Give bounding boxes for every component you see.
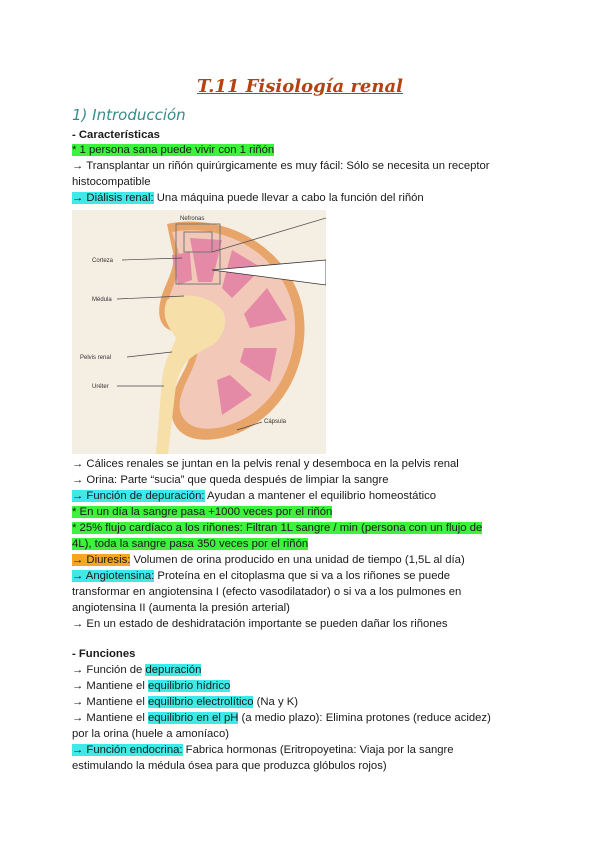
text-span: Fabrica hormonas (Eritropoyetina: Viaja por la sangre bbox=[182, 744, 454, 756]
text-line bbox=[72, 742, 532, 758]
highlight-cyan: equilibrio en el pH bbox=[147, 712, 239, 724]
text-line: → Cálices renales se juntan en la pelvis renal y desemboca en la pelvis renal bbox=[72, 458, 459, 470]
highlight-cyan: depuración bbox=[145, 664, 202, 676]
label-corteza: Corteza bbox=[92, 258, 114, 264]
text-line: histocompatible bbox=[72, 176, 151, 188]
text-line bbox=[72, 504, 532, 520]
text-span: → Mantiene el bbox=[72, 680, 148, 692]
text-line: transformar en angiotensina I (efecto vasodilatador) o si va a los pulmones en bbox=[72, 586, 462, 598]
highlight-cyan: → Función de depuración: bbox=[72, 490, 205, 502]
highlight-cyan: → Diálisis renal: bbox=[72, 192, 154, 204]
section-heading: 1) Introducción bbox=[72, 106, 186, 124]
text-line bbox=[72, 710, 532, 726]
highlight-green: * 1 persona sana puede vivir con 1 riñón bbox=[72, 144, 275, 156]
text-span: Una máquina puede llevar a cabo la función del riñón bbox=[153, 192, 424, 204]
text-span: Proteína en el citoplasma que si va a los riñones se puede bbox=[154, 570, 451, 582]
highlight-cyan: → Angiotensina: bbox=[72, 570, 155, 582]
text-line: → Orina: Parte “sucia” que queda después de limpiar la sangre bbox=[72, 474, 389, 486]
text-line bbox=[72, 142, 532, 158]
text-span: Ayudan a mantener el equilibrio homeostático bbox=[204, 490, 437, 502]
text-line: estimulando la médula ósea para que produzca glóbulos rojos) bbox=[72, 760, 387, 772]
text-line: por la orina (huele a amoníaco) bbox=[72, 728, 229, 740]
label-medula: Médula bbox=[92, 297, 112, 303]
text-span: Volumen de orina producido en una unidad de tiempo (1,5L al día) bbox=[130, 554, 465, 566]
highlight-green: 4L), toda la sangre pasa 350 veces por el riñón bbox=[72, 538, 309, 550]
text-line bbox=[72, 190, 532, 206]
text-line bbox=[72, 568, 532, 584]
text-line bbox=[72, 678, 532, 694]
text-span: → Mantiene el bbox=[72, 696, 148, 708]
highlight-green: * 25% flujo cardíaco a los riñones: Filtran 1L sangre / min (persona con un flujo de bbox=[72, 522, 483, 534]
highlight-cyan: equilibrio hídrico bbox=[147, 680, 231, 692]
text-line bbox=[72, 520, 532, 536]
highlight-green: * En un día la sangre pasa +1000 veces por el riñón bbox=[72, 506, 333, 518]
characteristics-heading: - Características bbox=[72, 129, 160, 141]
text-line bbox=[72, 488, 532, 504]
page-title: T.11 Fisiología renal bbox=[197, 76, 403, 97]
text-line: → En un estado de deshidratación importante se pueden dañar los riñones bbox=[72, 618, 448, 630]
label-ureter: Uréter bbox=[92, 384, 109, 390]
kidney-diagram bbox=[72, 210, 326, 454]
text-line: angiotensina II (aumenta la presión arterial) bbox=[72, 602, 290, 614]
functions-heading: - Funciones bbox=[72, 648, 136, 660]
text-span: → Mantiene el bbox=[72, 712, 148, 724]
text-span: → Función de bbox=[72, 664, 146, 676]
text-span: (Na y K) bbox=[253, 696, 299, 708]
text-line bbox=[72, 552, 532, 568]
highlight-orange: → Diuresis: bbox=[72, 554, 131, 566]
label-pelvis: Pelvis renal bbox=[80, 355, 112, 361]
label-capsula: Cápsula bbox=[264, 419, 287, 425]
text-line bbox=[72, 694, 532, 710]
text-span: (a medio plazo): Elimina protones (reduce acidez) bbox=[238, 712, 491, 724]
text-line bbox=[72, 536, 532, 552]
text-line bbox=[72, 662, 532, 678]
text-line: → Transplantar un riñón quirúrgicamente es muy fácil: Sólo se necesita un receptor bbox=[72, 160, 490, 172]
highlight-cyan: → Función endocrina: bbox=[72, 744, 183, 756]
highlight-cyan: equilibrio electrolítico bbox=[147, 696, 254, 708]
label-nefronas: Nefronas bbox=[180, 216, 205, 222]
